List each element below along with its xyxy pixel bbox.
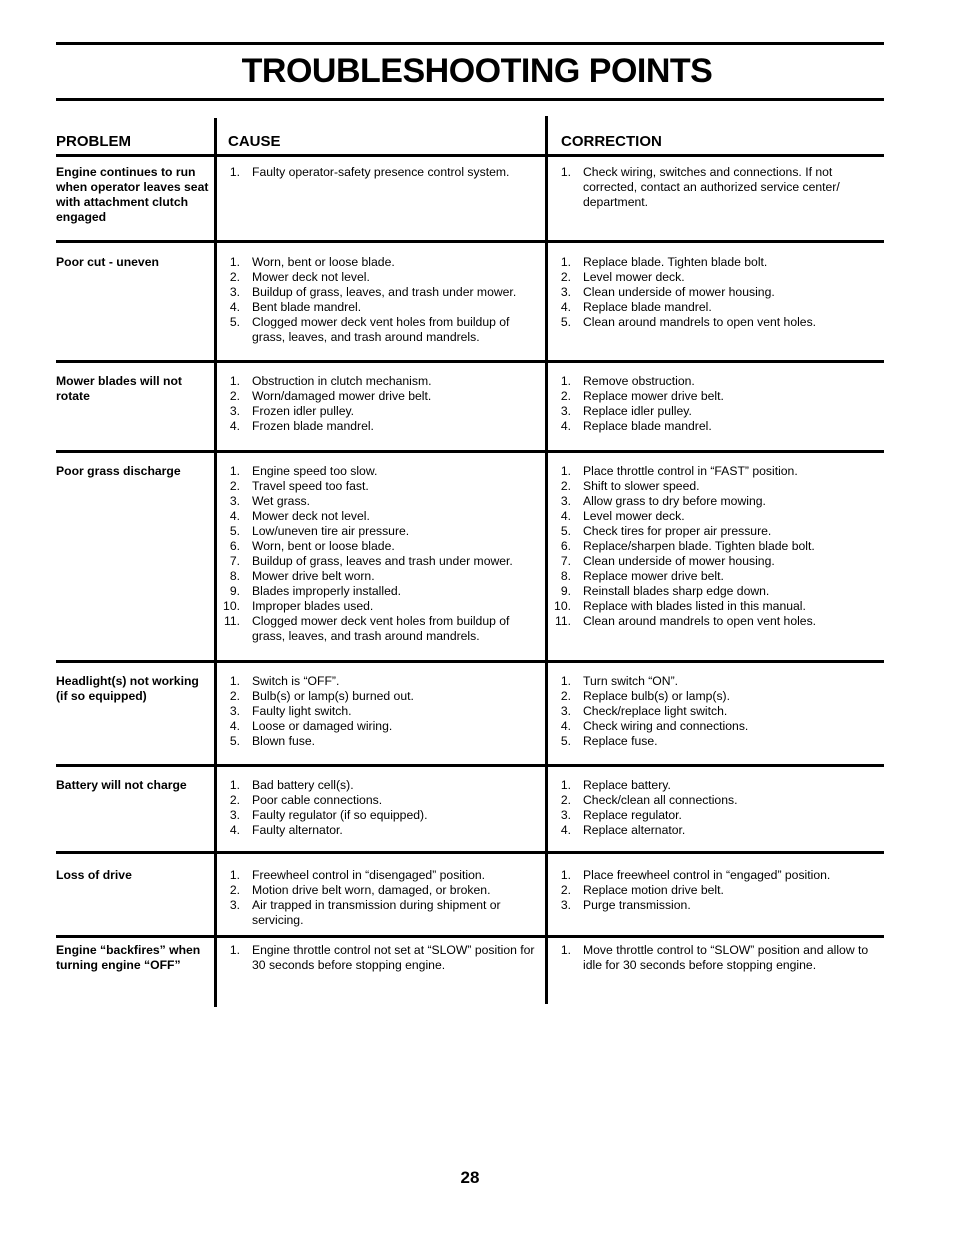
list-item: [551, 599, 877, 614]
list-item: [220, 719, 538, 734]
item-number: 2.: [560, 689, 571, 703]
item-text: Replace battery.: [583, 778, 671, 792]
list-item: [551, 509, 877, 524]
item-number: 4.: [229, 419, 240, 433]
item-number: 4.: [560, 719, 571, 733]
item-text: Clogged mower deck vent holes from buildup of grass, leaves, and trash around mandrels.: [252, 315, 510, 344]
item-number: 1.: [560, 165, 571, 179]
item-number: 4.: [560, 509, 571, 523]
list-item: [220, 479, 538, 494]
item-number: 1.: [229, 778, 240, 792]
problem-cell: Poor grass discharge: [56, 464, 181, 478]
item-text: Replace blade. Tighten blade bolt.: [583, 255, 768, 269]
item-number: 7.: [560, 554, 571, 568]
cause-cell: [220, 674, 538, 749]
item-number: 3.: [229, 898, 240, 912]
correction-cell: [551, 778, 877, 838]
item-text: Replace mower drive belt.: [583, 569, 724, 583]
item-text: Mower drive belt worn.: [252, 569, 375, 583]
item-number: 1.: [560, 674, 571, 688]
item-text: Obstruction in clutch mechanism.: [252, 374, 432, 388]
item-number: 8.: [229, 569, 240, 583]
item-text: Clean underside of mower housing.: [583, 285, 775, 299]
item-number: 5.: [560, 524, 571, 538]
item-text: Reinstall blades sharp edge down.: [583, 584, 770, 598]
row-rule: [56, 450, 884, 453]
item-text: Replace bulb(s) or lamp(s).: [583, 689, 730, 703]
item-number: 3.: [560, 704, 571, 718]
row-rule: [56, 660, 884, 663]
list-item: [551, 674, 877, 689]
item-number: 2.: [229, 389, 240, 403]
item-number: 1.: [229, 165, 240, 179]
list-item: [551, 898, 877, 913]
item-text: Replace mower drive belt.: [583, 389, 724, 403]
list-item: [551, 524, 877, 539]
item-number: 11.: [554, 614, 571, 628]
item-number: 1.: [560, 868, 571, 882]
item-number: 8.: [560, 569, 571, 583]
page-title: TROUBLESHOOTING POINTS: [241, 52, 713, 90]
problem-cell: Engine “backfires” when turning engine “OFF”: [56, 943, 201, 972]
item-text: Clogged mower deck vent holes from buildup of grass, leaves, and trash around mandrels.: [252, 614, 510, 643]
list-item: [551, 479, 877, 494]
item-number: 3.: [229, 285, 240, 299]
list-item: [551, 823, 877, 838]
item-number: 2.: [560, 479, 571, 493]
problem-cell: Headlight(s) not working (if so equipped): [56, 674, 199, 703]
item-text: Check/replace light switch.: [583, 704, 728, 718]
item-text: Move throttle control to “SLOW” position and allow to idle for 30 seconds before stopping engine.: [583, 943, 869, 972]
item-text: Clean underside of mower housing.: [583, 554, 775, 568]
item-number: 5.: [229, 315, 240, 329]
list-item: [220, 674, 538, 689]
list-item: [551, 374, 877, 389]
item-number: 4.: [560, 823, 571, 837]
row-rule: [56, 851, 884, 854]
item-number: 11.: [223, 614, 240, 628]
item-text: Faulty regulator (if so equipped).: [252, 808, 428, 822]
list-item: [220, 539, 538, 554]
item-number: 3.: [229, 808, 240, 822]
item-number: 3.: [560, 285, 571, 299]
cause-cell: [220, 943, 538, 973]
list-item: [551, 943, 877, 973]
item-text: Travel speed too fast.: [252, 479, 369, 493]
item-number: 9.: [560, 584, 571, 598]
list-item: [220, 165, 538, 180]
list-item: [551, 255, 877, 270]
list-item: [551, 270, 877, 285]
problem-cell: Battery will not charge: [56, 778, 187, 792]
correction-cell: [551, 255, 877, 330]
item-text: Switch is “OFF”.: [252, 674, 340, 688]
item-number: 5.: [229, 524, 240, 538]
list-item: [220, 404, 538, 419]
correction-cell: [551, 464, 877, 629]
header-rule: [56, 154, 884, 157]
item-number: 7.: [229, 554, 240, 568]
item-text: Faulty operator-safety presence control system.: [252, 165, 510, 179]
item-text: Worn/damaged mower drive belt.: [252, 389, 432, 403]
list-item: [220, 255, 538, 270]
list-item: [220, 793, 538, 808]
item-text: Check/clean all connections.: [583, 793, 738, 807]
header-problem: PROBLEM: [56, 133, 131, 150]
list-item: [551, 539, 877, 554]
correction-cell: [551, 943, 877, 973]
list-item: [220, 374, 538, 389]
list-item: [220, 614, 538, 644]
item-number: 2.: [560, 270, 571, 284]
item-text: Check wiring and connections.: [583, 719, 749, 733]
item-text: Replace with blades listed in this manual.: [583, 599, 806, 613]
item-text: Replace alternator.: [583, 823, 686, 837]
item-text: Worn, bent or loose blade.: [252, 539, 395, 553]
item-text: Motion drive belt worn, damaged, or broken.: [252, 883, 491, 897]
list-item: [220, 704, 538, 719]
list-item: [551, 793, 877, 808]
list-item: [220, 778, 538, 793]
item-text: Clean around mandrels to open vent holes.: [583, 614, 817, 628]
item-text: Replace blade mandrel.: [583, 419, 712, 433]
item-text: Bad battery cell(s).: [252, 778, 354, 792]
list-item: [220, 524, 538, 539]
item-text: Remove obstruction.: [583, 374, 695, 388]
item-text: Place throttle control in “FAST” position.: [583, 464, 798, 478]
list-item: [220, 808, 538, 823]
list-item: [220, 943, 538, 973]
list-item: [551, 808, 877, 823]
list-item: [551, 778, 877, 793]
item-number: 2.: [560, 883, 571, 897]
list-item: [220, 270, 538, 285]
item-number: 1.: [560, 374, 571, 388]
item-text: Mower deck not level.: [252, 270, 370, 284]
list-item: [551, 868, 877, 883]
item-text: Improper blades used.: [252, 599, 374, 613]
list-item: [551, 419, 877, 434]
list-item: [551, 300, 877, 315]
item-number: 1.: [560, 464, 571, 478]
item-text: Faulty light switch.: [252, 704, 352, 718]
list-item: [551, 494, 877, 509]
list-item: [551, 689, 877, 704]
list-item: [551, 883, 877, 898]
item-number: 2.: [229, 479, 240, 493]
item-number: 1.: [229, 374, 240, 388]
list-item: [551, 584, 877, 599]
list-item: [551, 389, 877, 404]
item-number: 2.: [229, 270, 240, 284]
list-item: [220, 494, 538, 509]
list-item: [220, 734, 538, 749]
correction-cell: [551, 165, 877, 210]
correction-cell: [551, 868, 877, 913]
item-number: 4.: [560, 419, 571, 433]
cause-cell: [220, 255, 538, 345]
list-item: [551, 554, 877, 569]
item-number: 4.: [229, 300, 240, 314]
list-item: [220, 823, 538, 838]
list-item: [220, 584, 538, 599]
list-item: [551, 704, 877, 719]
item-number: 5.: [560, 734, 571, 748]
item-number: 1.: [560, 778, 571, 792]
cause-cell: [220, 778, 538, 838]
correction-cell: [551, 374, 877, 434]
item-text: Replace idler pulley.: [583, 404, 692, 418]
list-item: [551, 285, 877, 300]
header-correction: CORRECTION: [561, 133, 662, 150]
item-text: Level mower deck.: [583, 270, 685, 284]
list-item: [551, 734, 877, 749]
top-rule: [56, 42, 884, 45]
item-text: Blades improperly installed.: [252, 584, 402, 598]
item-text: Wet grass.: [252, 494, 311, 508]
item-number: 5.: [560, 315, 571, 329]
item-text: Allow grass to dry before mowing.: [583, 494, 766, 508]
item-number: 6.: [229, 539, 240, 553]
list-item: [551, 614, 877, 629]
list-item: [551, 404, 877, 419]
list-item: [551, 569, 877, 584]
item-text: Worn, bent or loose blade.: [252, 255, 395, 269]
item-number: 10.: [554, 599, 571, 613]
item-text: Replace/sharpen blade. Tighten blade bolt.: [583, 539, 815, 553]
item-number: 2.: [229, 793, 240, 807]
item-number: 3.: [560, 494, 571, 508]
page-number: 28: [460, 1168, 480, 1187]
cause-cell: [220, 868, 538, 928]
item-number: 1.: [229, 943, 240, 957]
item-text: Place freewheel control in “engaged” position.: [583, 868, 831, 882]
item-number: 9.: [229, 584, 240, 598]
item-text: Bent blade mandrel.: [252, 300, 362, 314]
item-text: Replace blade mandrel.: [583, 300, 712, 314]
list-item: [220, 315, 538, 345]
item-text: Purge transmission.: [583, 898, 691, 912]
header-cause: CAUSE: [228, 133, 281, 150]
item-number: 1.: [229, 464, 240, 478]
title-underline: [56, 98, 884, 101]
correction-cell: [551, 674, 877, 749]
item-number: 4.: [229, 719, 240, 733]
item-text: Check tires for proper air pressure.: [583, 524, 772, 538]
item-number: 3.: [229, 404, 240, 418]
item-number: 3.: [560, 808, 571, 822]
item-number: 3.: [229, 494, 240, 508]
item-text: Poor cable connections.: [252, 793, 383, 807]
item-number: 4.: [229, 509, 240, 523]
column-divider-cause-correction: [545, 116, 548, 1004]
list-item: [220, 689, 538, 704]
list-item: [220, 883, 538, 898]
list-item: [551, 719, 877, 734]
item-number: 2.: [560, 389, 571, 403]
item-text: Low/uneven tire air pressure.: [252, 524, 410, 538]
item-text: Mower deck not level.: [252, 509, 370, 523]
list-item: [220, 599, 538, 614]
list-item: [220, 898, 538, 928]
problem-cell: Poor cut - uneven: [56, 255, 159, 269]
item-text: Clean around mandrels to open vent holes.: [583, 315, 817, 329]
item-text: Check wiring, switches and connections. If not corrected, contact an authorized service center/ department.: [583, 165, 840, 209]
item-text: Freewheel control in “disengaged” position.: [252, 868, 486, 882]
list-item: [220, 509, 538, 524]
item-text: Engine throttle control not set at “SLOW” position for 30 seconds before stopping engine.: [252, 943, 535, 972]
list-item: [551, 464, 877, 479]
item-text: Loose or damaged wiring.: [252, 719, 393, 733]
item-number: 3.: [560, 404, 571, 418]
cause-cell: [220, 464, 538, 644]
item-text: Replace motion drive belt.: [583, 883, 724, 897]
list-item: [551, 315, 877, 330]
item-text: Bulb(s) or lamp(s) burned out.: [252, 689, 414, 703]
column-divider-problem-cause: [214, 118, 217, 1007]
item-text: Shift to slower speed.: [583, 479, 700, 493]
cause-cell: [220, 374, 538, 434]
item-number: 2.: [229, 883, 240, 897]
item-number: 1.: [229, 255, 240, 269]
item-text: Frozen idler pulley.: [252, 404, 355, 418]
row-rule: [56, 360, 884, 363]
item-number: 2.: [229, 689, 240, 703]
list-item: [220, 419, 538, 434]
cause-cell: [220, 165, 538, 180]
item-text: Replace fuse.: [583, 734, 658, 748]
item-number: 4.: [560, 300, 571, 314]
item-number: 10.: [223, 599, 240, 613]
problem-cell: Loss of drive: [56, 868, 132, 882]
item-text: Level mower deck.: [583, 509, 685, 523]
item-number: 6.: [560, 539, 571, 553]
list-item: [220, 285, 538, 300]
item-number: 1.: [229, 674, 240, 688]
item-text: Replace regulator.: [583, 808, 682, 822]
item-text: Air trapped in transmission during shipment or servicing.: [252, 898, 501, 927]
row-rule: [56, 764, 884, 767]
item-number: 4.: [229, 823, 240, 837]
item-text: Blown fuse.: [252, 734, 316, 748]
item-text: Faulty alternator.: [252, 823, 343, 837]
list-item: [220, 464, 538, 479]
list-item: [220, 554, 538, 569]
item-number: 1.: [229, 868, 240, 882]
item-text: Buildup of grass, leaves, and trash under mower.: [252, 285, 517, 299]
item-number: 1.: [560, 943, 571, 957]
problem-cell: Mower blades will not rotate: [56, 374, 182, 403]
item-number: 5.: [229, 734, 240, 748]
item-number: 3.: [229, 704, 240, 718]
row-rule: [56, 240, 884, 243]
list-item: [551, 165, 877, 210]
list-item: [220, 569, 538, 584]
row-rule: [56, 935, 884, 938]
list-item: [220, 389, 538, 404]
item-number: 1.: [560, 255, 571, 269]
item-text: Frozen blade mandrel.: [252, 419, 374, 433]
problem-cell: Engine continues to run when operator leaves seat with attachment clutch engaged: [56, 165, 209, 224]
list-item: [220, 868, 538, 883]
item-text: Engine speed too slow.: [252, 464, 378, 478]
item-text: Turn switch “ON”.: [583, 674, 679, 688]
item-number: 2.: [560, 793, 571, 807]
list-item: [220, 300, 538, 315]
item-text: Buildup of grass, leaves and trash under mower.: [252, 554, 513, 568]
item-number: 3.: [560, 898, 571, 912]
